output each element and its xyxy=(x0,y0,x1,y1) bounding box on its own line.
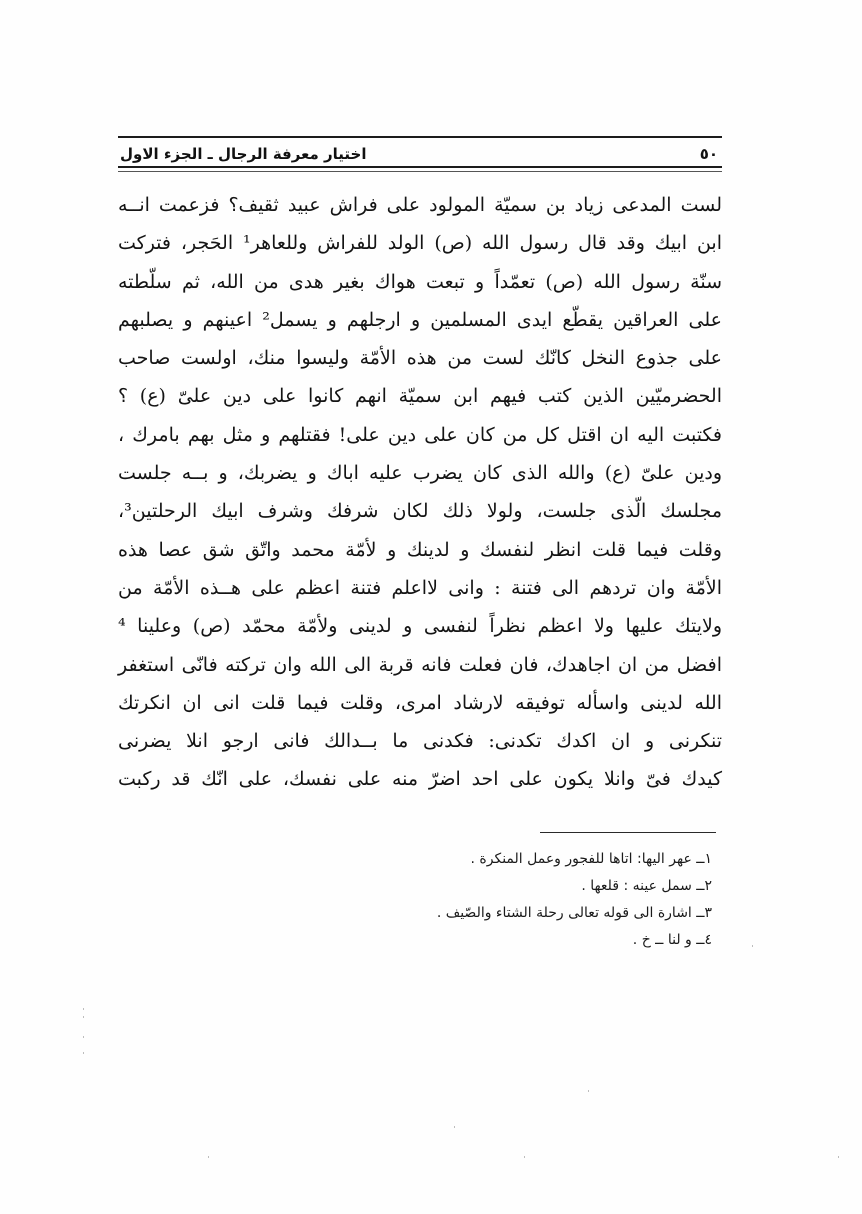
text-line: سنّة رسول الله (ص) تعمّداً و تبعت هواك بغير هدى من الله، ثم سلّطته xyxy=(118,270,722,293)
text-line: وقلت فيما قلت انظر لنفسك و لدينك و لأمّة محمد واتّق شق عصا هذه xyxy=(118,538,722,561)
text-line: افضل من ان اجاهدك، فان فعلت فانه قربة الى الله وان تركته فانّى استغفر xyxy=(118,653,722,676)
text-line: لست المدعى زياد بن سميّة المولود على فراش عبيد ثقيف؟ فزعمت انــه xyxy=(118,194,722,216)
footnote-3: ٣ــ اشارة الى قوله تعالى رحلة الشتاء والصّيف . xyxy=(436,905,712,921)
running-header xyxy=(118,136,722,172)
book-title: اختيار معرفة الرجال ـ الجزء الاول xyxy=(120,145,367,163)
scan-speck xyxy=(83,1008,84,1010)
scan-speck xyxy=(588,1090,589,1092)
scan-speck xyxy=(83,1036,84,1038)
text-line: الله لدينى واسأله توفيقه لارشاد امرى، وقلت فيما قلت انى ان انكرتك xyxy=(118,691,722,714)
scan-speck xyxy=(83,1052,84,1054)
text-line: على العراقين يقطّع ايدى المسلمين و ارجلهم و يسمل² اعينهم و يصلبهم xyxy=(118,308,722,331)
text-line: كيدك فىّ وانلا يكون على احد اضرّ منه على نفسك، على انّك قد ركبت xyxy=(118,768,723,791)
text-line: مجلسك الّذى جلست، ولولا ذلك لكان شرفك وشرف ابيك الرحلتين³، xyxy=(118,500,722,523)
text-line: تنكرنى و ان اكدك تكدنى: فكدنى ما بــدالك فانى ارجو انلا يضرنى xyxy=(118,730,722,753)
main-text-block xyxy=(118,186,722,799)
scan-speck xyxy=(752,945,753,947)
scan-speck xyxy=(454,1126,455,1128)
header-top-rule xyxy=(118,136,722,138)
footnote-separator xyxy=(540,832,716,833)
footnote-4: ٤ــ و لنا ــ خ . xyxy=(632,932,712,948)
scan-speck xyxy=(838,1156,839,1158)
header-bottom-rule xyxy=(118,166,722,172)
text-line: على جذوع النخل كانّك لست من هذه الأمّة وليسوا منك، اولست صاحب xyxy=(118,347,722,370)
text-line: ابن ابيك وقد قال رسول الله (ص) الولد للفراش وللعاهر¹ الحَجر، فتركت xyxy=(118,232,723,255)
footnotes xyxy=(437,846,712,954)
text-line: الأمّة وان تردهم الى فتنة : وانى لااعلم فتنة اعظم على هــذه الأمّة من xyxy=(118,576,722,599)
scan-speck xyxy=(524,1156,525,1158)
scan-speck xyxy=(83,1016,84,1018)
footnote-2: ٢ــ سمل عينه : قلعها . xyxy=(581,878,712,894)
scan-speck xyxy=(208,1156,209,1158)
text-line: ودين علىّ (ع) والله الذى كان يضرب عليه اباك و يضربك، و بــه جلست xyxy=(118,462,722,485)
text-line: ولايتك عليها ولا اعظم نظراً لنفسى و لدينى ولأمّة محمّد (ص) وعلينا ⁴ xyxy=(118,615,722,638)
footnote-1: ١ــ عهر اليها: اتاها للفجور وعمل المنكرة . xyxy=(470,851,712,867)
page-number: ٥٠ xyxy=(699,145,718,163)
text-line: فكتبت اليه ان اقتل كل من كان على دين على! فقتلهم و مثل بهم بامرك ، xyxy=(118,423,722,446)
text-line: الحضرميّين الذين كتب فيهم ابن سميّة انهم كانوا على دين علىّ (ع) ؟ xyxy=(118,385,722,408)
